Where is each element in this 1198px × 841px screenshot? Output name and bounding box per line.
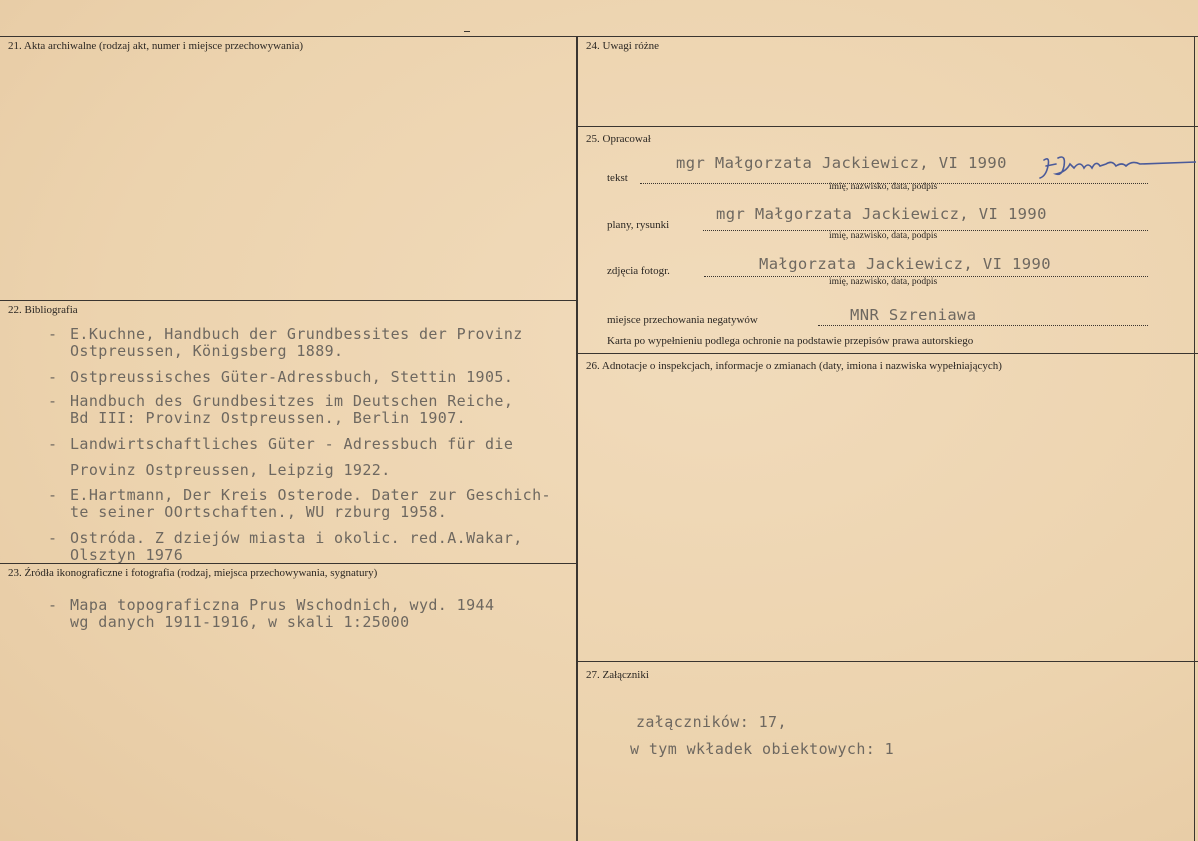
plany-label: plany, rysunki — [607, 219, 670, 231]
bib-entry-line: Landwirtschaftliches Güter - Adressbuch für die — [70, 435, 514, 453]
iconography-dash: - — [48, 596, 58, 614]
section-22-label: 22. Bibliografia — [8, 304, 78, 316]
bib-dash: - — [48, 325, 58, 343]
negatyw-label: miejsce przechowania negatywów — [607, 314, 758, 326]
signature — [1036, 152, 1196, 186]
zdjecia-caption: imię, nazwisko, data, podpis — [829, 277, 938, 287]
section-23-label: 23. Źródła ikonograficzne i fotografia (rodzaj, miejsca przechowywania, sygnatury) — [8, 567, 378, 579]
section-25-label: 25. Opracował — [586, 133, 651, 145]
bib-entry-line: E.Kuchne, Handbuch der Grundbessites der Provinz — [70, 325, 523, 343]
bib-entry-line: E.Hartmann, Der Kreis Osterode. Dater zur Geschich- — [70, 486, 551, 504]
attachments-count: załączników: 17, — [636, 713, 787, 731]
tick-mark — [464, 31, 470, 32]
section-26-label: 26. Adnotacje o inspekcjach, informacje o zmianach (daty, imiona i nazwiska wypełniających) — [586, 360, 1002, 372]
zdjecia-value: Małgorzata Jackiewicz, VI 1990 — [759, 255, 1051, 273]
bib-entry-line: Olsztyn 1976 — [70, 546, 184, 564]
plany-caption: imię, nazwisko, data, podpis — [829, 231, 938, 241]
bib-dash: - — [48, 486, 58, 504]
bib-dash: - — [48, 529, 58, 547]
bib-dash: - — [48, 392, 58, 410]
copyright-note: Karta po wypełnieniu podlega ochronie na podstawie przepisów prawa autorskiego — [607, 335, 974, 347]
divider-21-22 — [0, 300, 577, 301]
attachments-inserts: w tym wkładek obiektowych: 1 — [630, 740, 895, 758]
bib-entry-line: te seiner OOrtschaften., WU rzburg 1958. — [70, 503, 448, 521]
center-divider — [576, 36, 578, 841]
tekst-caption: imię, nazwisko, data, podpis — [829, 182, 938, 192]
bib-entry-line: Ostróda. Z dziejów miasta i okolic. red.A.Wakar, — [70, 529, 523, 547]
section-21-label: 21. Akta archiwalne (rodzaj akt, numer i miejsce przechowywania) — [8, 40, 304, 52]
section-24-label: 24. Uwagi różne — [586, 40, 660, 52]
iconography-entry-line: wg danych 1911-1916, w skali 1:25000 — [70, 613, 410, 631]
bib-dash: - — [48, 368, 58, 386]
bib-entry-line: Ostpreussisches Güter-Adressbuch, Stettin 1905. — [70, 368, 514, 386]
plany-value: mgr Małgorzata Jackiewicz, VI 1990 — [716, 205, 1047, 223]
tekst-value: mgr Małgorzata Jackiewicz, VI 1990 — [676, 154, 1007, 172]
tekst-label: tekst — [607, 172, 628, 184]
zdjecia-label: zdjęcia fotogr. — [607, 265, 670, 277]
bib-entry-line: Provinz Ostpreussen, Leipzig 1922. — [70, 461, 391, 479]
bib-entry-line: Handbuch des Grundbesitzes im Deutschen Reiche, — [70, 392, 514, 410]
bib-entry-line: Bd III: Provinz Ostpreussen., Berlin 1907. — [70, 409, 467, 427]
negatyw-dotted-line — [818, 325, 1148, 326]
bib-entry-line: Ostpreussen, Königsberg 1889. — [70, 342, 344, 360]
bib-dash: - — [48, 435, 58, 453]
iconography-entry-line: Mapa topograficzna Prus Wschodnich, wyd. 1944 — [70, 596, 495, 614]
top-border — [0, 36, 1198, 37]
section-27-label: 27. Załączniki — [586, 669, 649, 681]
negatyw-value: MNR Szreniawa — [850, 306, 977, 324]
divider-26-27 — [577, 661, 1198, 662]
divider-24-25 — [577, 126, 1198, 127]
divider-25-26 — [577, 353, 1198, 354]
